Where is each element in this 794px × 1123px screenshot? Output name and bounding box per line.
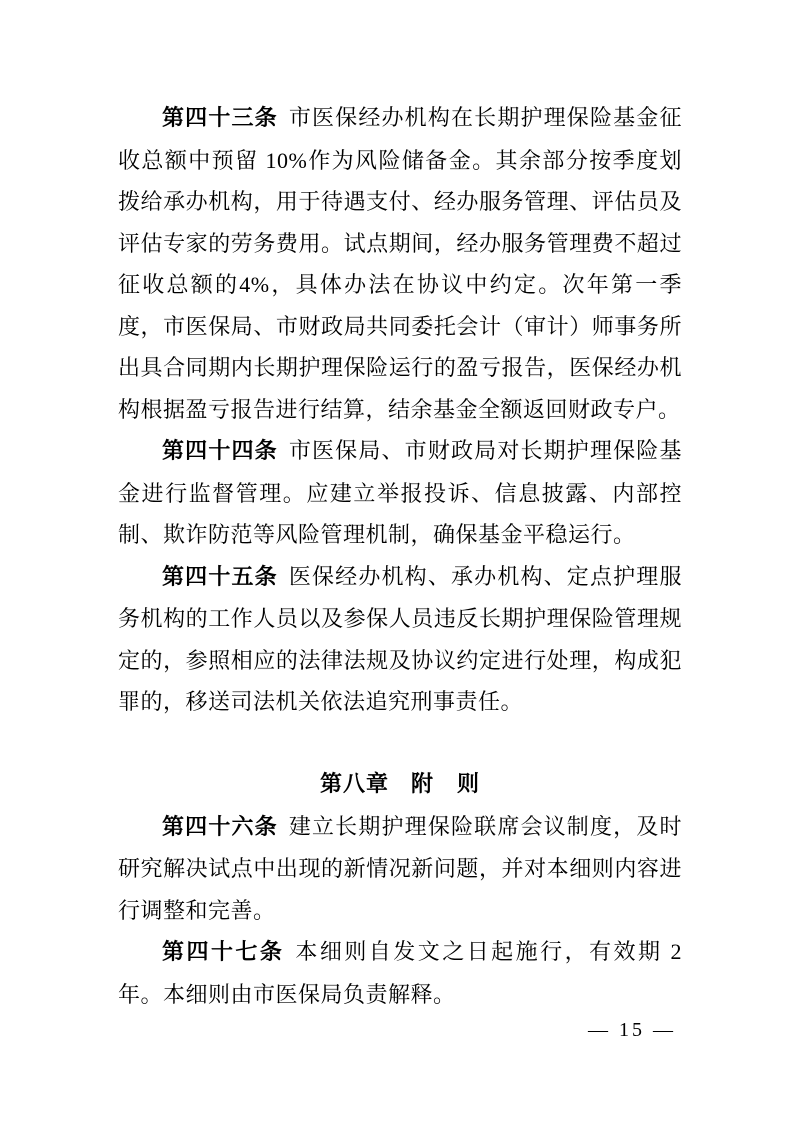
article-45-text: 医保经办机构、承办机构、定点护理服务机构的工作人员以及参保人员违反长期护理保险管理规定的，参照相应的法律法规及协议约定进行处理，构成犯罪的，移送司法机关依法追究刑事责任。 xyxy=(118,563,682,714)
article-46-number: 第四十六条 xyxy=(162,814,278,840)
page-number: — 15 — xyxy=(588,1019,676,1041)
paragraph-article-45 xyxy=(118,556,682,723)
paragraph-article-44 xyxy=(118,430,682,556)
document-body xyxy=(118,97,682,1015)
chapter-title: 附 则 xyxy=(411,772,481,797)
article-47-text: 本细则自发文之日起施行，有效期 2 年。本细则由市医保局负责解释。 xyxy=(118,939,682,1007)
article-47-number: 第四十七条 xyxy=(162,940,285,965)
article-43-text: 市医保经办机构在长期护理保险基金征收总额中预留 10%作为风险储备金。其余部分按季度划拨给承办机构，用于待遇支付、经办服务管理、评估员及评估专家的劳务费用。试点期间，经办服务管理费不超过征收总额的4%，具体办法在协议中约定。次年第一季度，市医保局、市财政局共同委托会计（审计）师事务所出具合同期内长期护理保险运行的盈亏报告，医保经办机构根据盈亏报告进行结算，结余基金全额返回财政专户。 xyxy=(118,105,682,422)
article-44-number: 第四十四条 xyxy=(162,439,278,464)
chapter-heading xyxy=(118,764,682,806)
article-45-number: 第四十五条 xyxy=(162,564,278,590)
paragraph-article-47 xyxy=(118,931,682,1015)
article-43-number: 第四十三条 xyxy=(162,106,278,131)
paragraph-article-46 xyxy=(118,806,682,932)
article-46-text: 建立长期护理保险联席会议制度，及时研究解决试点中出现的新情况新问题，并对本细则内容进行调整和完善。 xyxy=(118,813,682,923)
chapter-number: 第八章 xyxy=(319,772,389,797)
paragraph-article-43 xyxy=(118,97,682,430)
article-44-text: 市医保局、市财政局对长期护理保险基金进行监督管理。应建立举报投诉、信息披露、内部控制、欺诈防范等风险管理机制，确保基金平稳运行。 xyxy=(118,438,682,547)
